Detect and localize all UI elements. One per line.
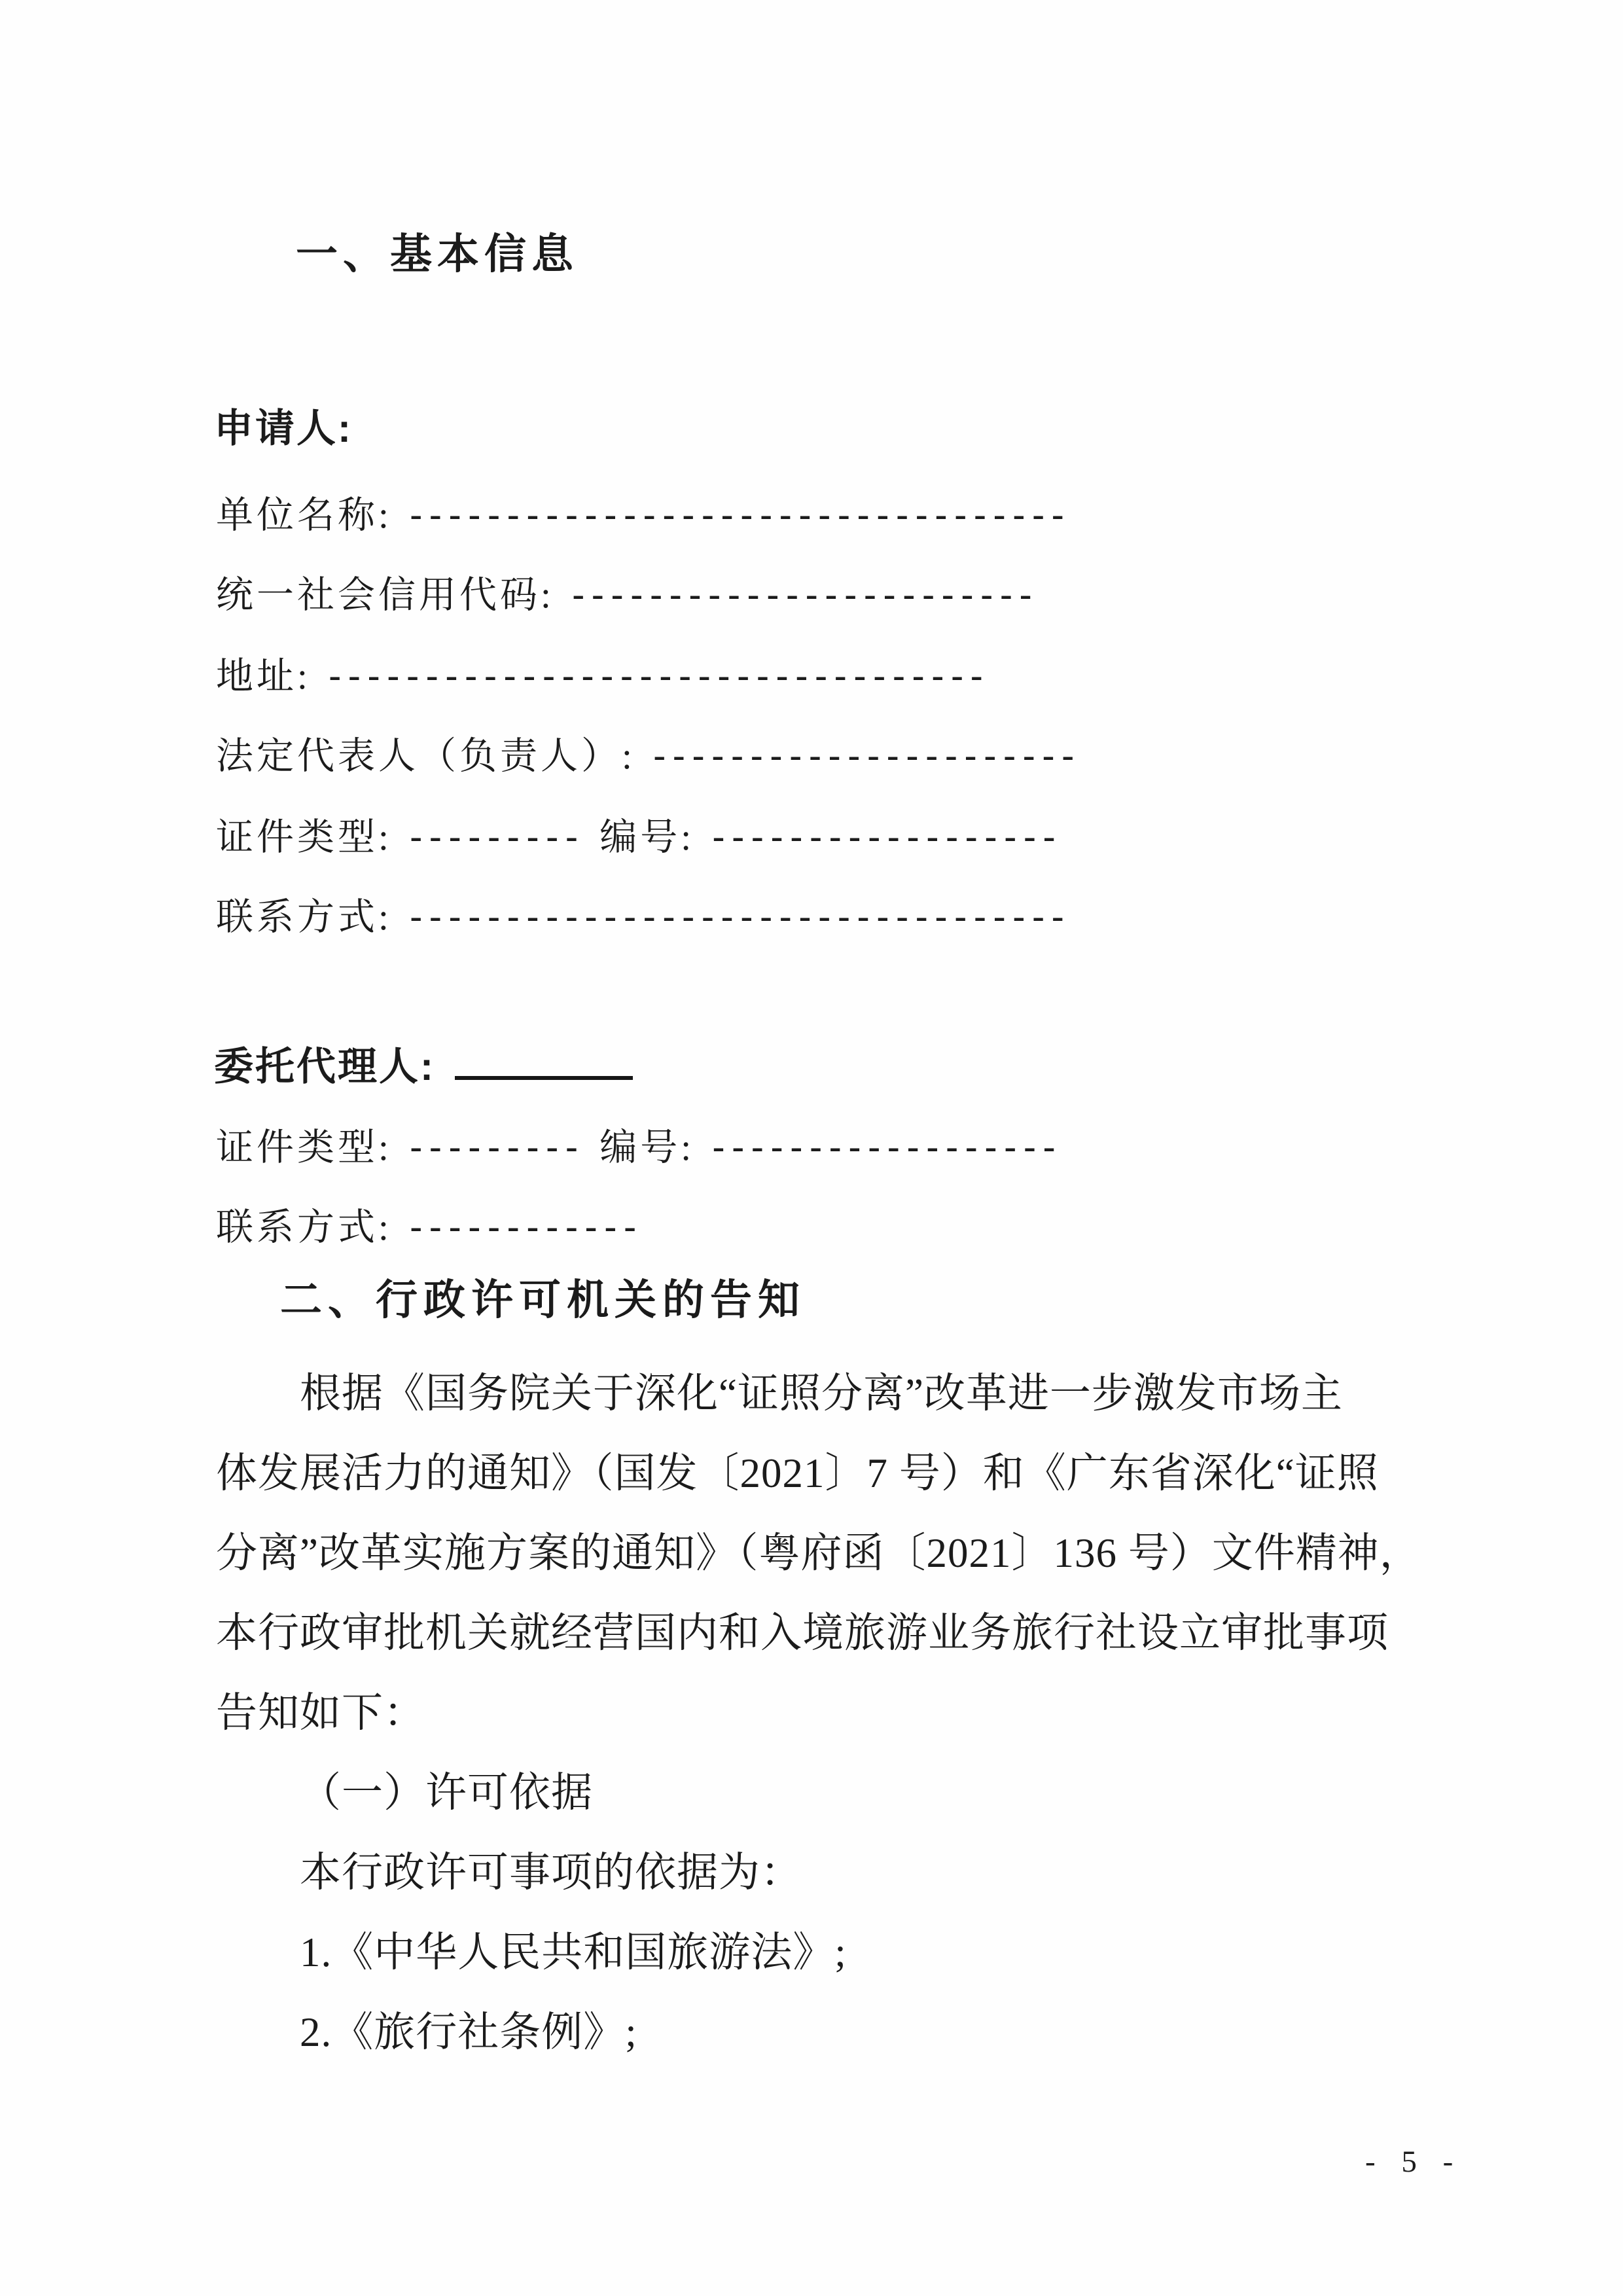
legal-basis-item: 2.《旅行社条例》; [300,2009,637,2055]
agent-field-row-contact [216,1204,638,1251]
section2-heading: 二、行政许可机关的告知 [280,1276,806,1323]
field-label: 法定代表人（负责人）: [216,736,635,777]
page-number: - 5 - [1365,2145,1463,2179]
field-row-credit-code [216,572,1034,619]
notice-body [216,1354,1459,2072]
field-label: 联系方式: [216,1207,392,1248]
paragraph-line: 本行政审批机关就经营国内和入境旅游业务旅行社设立审批事项 [216,1610,1389,1656]
legal-basis-item: 1.《中华人民共和国旅游法》; [300,1929,847,1975]
field-label: 联系方式: [216,897,392,938]
agent-title-row [214,1042,633,1092]
section1-heading: 一、基本信息 [296,230,579,278]
paragraph-line: 根据《国务院关于深化“证照分离”改革进一步激发市场主 [300,1371,1343,1416]
field-label: 地址: [216,656,311,697]
field-blank-dashes: ------------------ [707,1126,1058,1169]
field-row-contact [216,894,1066,941]
field-blank-dashes: ------------ [404,1206,639,1249]
agent-name-blank-line [455,1042,633,1080]
field-blank-dashes: ---------------------- [648,735,1077,778]
paragraph-line: 体发展活力的通知》（国发〔2021〕7 号）和《广东省深化“证照 [216,1450,1379,1496]
field-label: 证件类型: [216,817,392,858]
field-label: 证件类型: [216,1127,392,1168]
field-row-address [216,653,985,700]
sub1-intro: 本行政许可事项的依据为： [300,1850,802,1895]
field-blank-dashes: ---------------------------------- [404,896,1067,939]
field-blank-dashes: ------------------------ [567,574,1034,617]
field-blank-dashes: ---------------------------------- [404,494,1067,537]
paragraph-line: 告知如下： [216,1690,425,1736]
field-row-id-type [216,814,1058,861]
field-label: 统一社会信用代码: [216,575,554,616]
paragraph-line: 分离”改革实施方案的通知》（粤府函〔2021〕136 号）文件精神， [216,1530,1421,1576]
field-blank-dashes: --------- [404,816,580,859]
field-label: 编号: [599,817,695,858]
field-label: 单位名称: [216,495,392,536]
sub1-heading: （一）许可依据 [300,1770,593,1816]
field-row-legal-rep [216,733,1077,780]
field-blank-dashes: --------- [404,1126,580,1169]
agent-title: 委托代理人: [214,1045,435,1088]
field-blank-dashes: ---------------------------------- [323,655,986,698]
field-blank-dashes: ------------------ [707,816,1058,859]
field-row-company-name [216,492,1066,539]
field-label: 编号: [599,1127,695,1168]
agent-field-row-id-type [216,1124,1058,1172]
applicant-title: 申请人: [214,406,353,450]
